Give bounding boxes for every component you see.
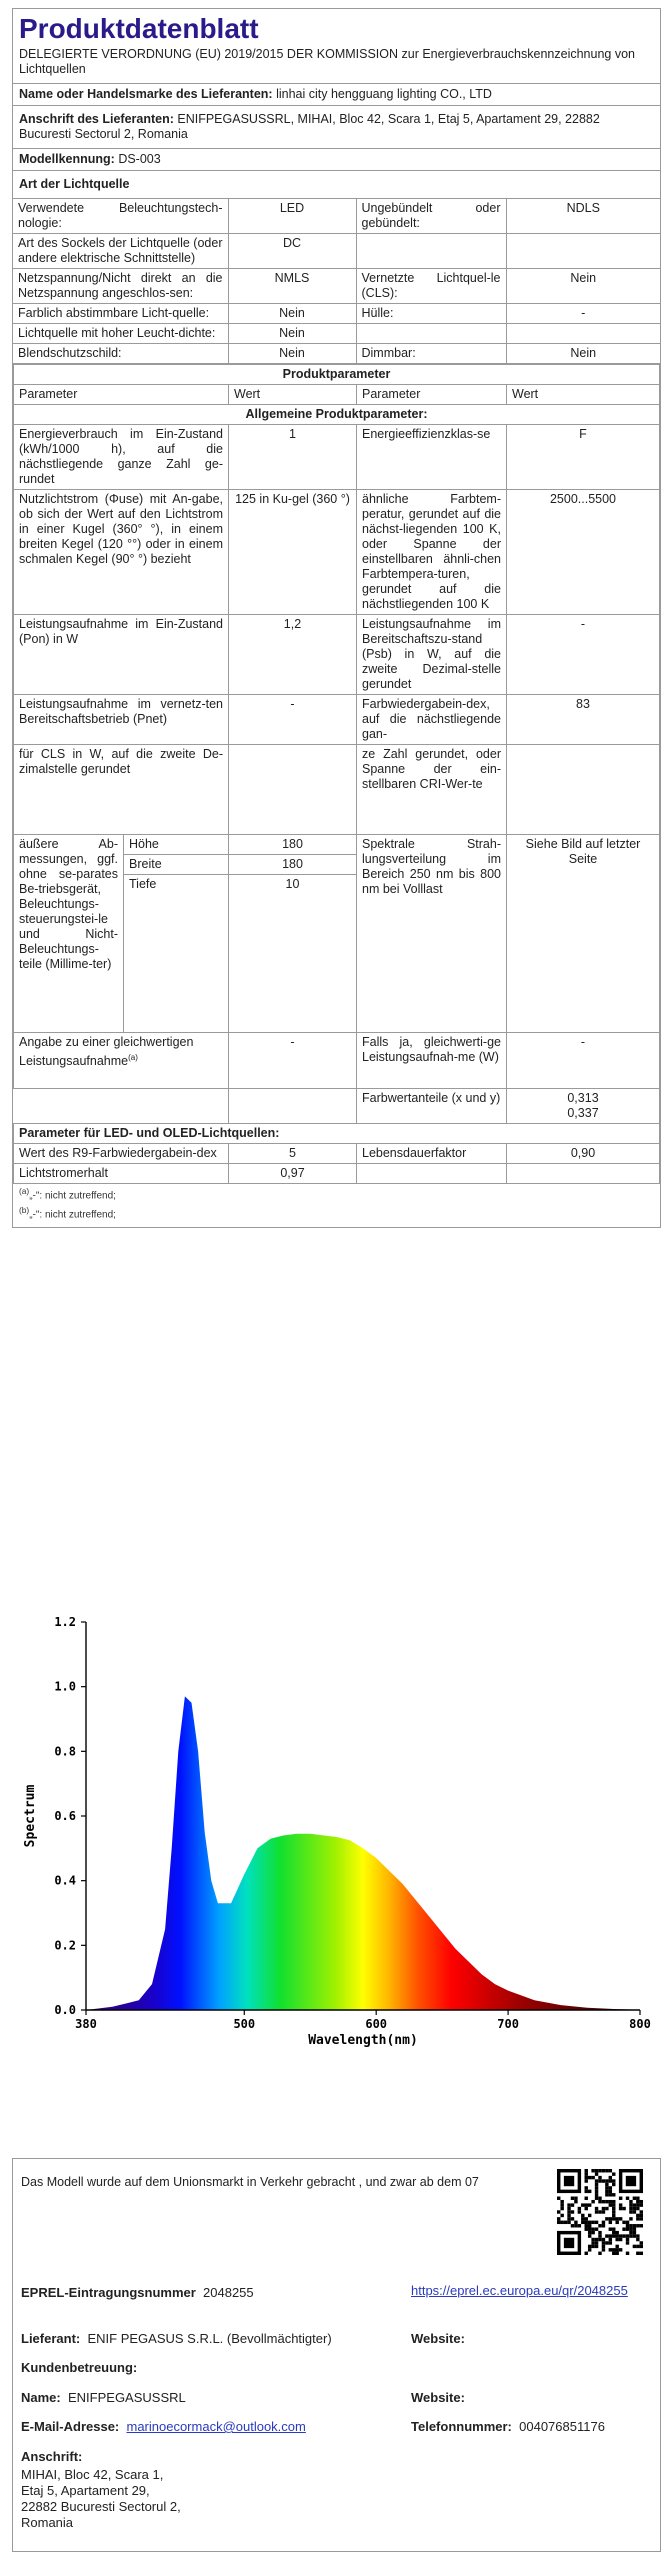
param-name: Leistungsaufnahme im Bereitschaftszu-stand (Psb) in W, auf die zweite Dezimal-stelle gerundet xyxy=(357,615,507,695)
supplier-address-value: ENIFPEGASUSSRL, MIHAI, Bloc 42, Scara 1, Etaj 5, Apartament 29, 22882 Bucuresti Sectorul 2, Romania xyxy=(19,112,600,141)
param-name: Leistungsaufnahme im vernetz-ten Bereitschaftsbetrieb (Pnet) xyxy=(14,695,229,745)
led-param-value: 0,90 xyxy=(507,1144,660,1164)
param-row xyxy=(14,425,660,490)
param-value: - xyxy=(507,615,660,695)
datasheet xyxy=(12,8,661,1228)
y-axis-label: Spectrum xyxy=(23,1784,38,1848)
lamp-type-param: Hülle: xyxy=(356,304,506,324)
model-row xyxy=(13,148,660,170)
led-param-value: 0,97 xyxy=(229,1164,357,1184)
lamp-type-value: DC xyxy=(228,234,356,269)
x-axis-label: Wavelength(nm) xyxy=(308,2033,418,2048)
lamp-type-value xyxy=(506,324,660,344)
lamp-type-param xyxy=(356,324,506,344)
param-name: ze Zahl gerundet, oder Spanne der ein-stellbaren CRI-Wer-te xyxy=(357,745,507,835)
x-tick-label: 600 xyxy=(365,2017,388,2031)
y-tick-label: 0.0 xyxy=(54,2003,76,2017)
email-row: E-Mail-Adresse: marinoecormack@outlook.com xyxy=(21,2419,306,2434)
equiv-param: Falls ja, gleichwerti-ge Leistungsaufnah-me (W) xyxy=(357,1033,507,1089)
contact-name-row: Name: ENIFPEGASUSSRL xyxy=(21,2390,186,2405)
lamp-type-param: Lichtquelle mit hoher Leucht-dichte: xyxy=(13,324,228,344)
param-value: 83 xyxy=(507,695,660,745)
website-label: Website: xyxy=(411,2331,465,2346)
spectrum-area xyxy=(86,1696,640,2010)
lamp-type-value: Nein xyxy=(228,324,356,344)
param-row xyxy=(14,490,660,615)
dimension-name: Breite xyxy=(124,855,229,875)
lamp-type-row xyxy=(13,269,660,304)
lamp-type-value: NMLS xyxy=(228,269,356,304)
supplier-name-value: linhai city hengguang lighting CO., LTD xyxy=(276,87,492,101)
email-link[interactable]: marinoecormack@outlook.com xyxy=(126,2419,306,2434)
lamp-type-param: Vernetzte Lichtquel-le (CLS): xyxy=(356,269,506,304)
x-tick-label: 500 xyxy=(233,2017,256,2031)
lamp-type-row xyxy=(13,199,660,234)
equiv-param-value: - xyxy=(507,1033,660,1089)
address-lines: MIHAI, Bloc 42, Scara 1, Etaj 5, Apartament 29, 22882 Bucuresti Sectorul 2, Romania xyxy=(21,2467,181,2530)
lamp-type-row xyxy=(13,304,660,324)
param-value: F xyxy=(507,425,660,490)
supplier-address-row xyxy=(13,105,660,148)
param-name: für CLS in W, auf die zweite De-zimalstelle gerundet xyxy=(14,745,229,835)
page-title: Produktdatenblatt xyxy=(19,13,259,44)
lamp-type-value: - xyxy=(506,304,660,324)
chroma-label: Farbwertanteile (x und y) xyxy=(357,1089,507,1124)
model-value: DS-003 xyxy=(118,152,161,166)
led-param-row xyxy=(14,1164,660,1184)
param-name: Nutzlichtstrom (Φuse) mit An-gabe, ob sich der Wert auf den Lichtstrom in einer Kugel (360° °), in einem breiten Kegel (120 °°) oder in einem schmalen Kegel (90° °) bezieht xyxy=(14,490,229,615)
lamp-type-value xyxy=(506,234,660,269)
spectral-param: Spektrale Strah-lungsverteilung im Bereich 250 nm bis 800 nm bei Volllast xyxy=(357,835,507,1033)
param-value xyxy=(229,745,357,835)
param-name: Energieverbrauch im Ein-Zustand (kWh/1000 h), auf die nächstliegende ganze Zahl ge-rundet xyxy=(14,425,229,490)
footnote: $^{(b)}$„-": nicht zutreffend; xyxy=(19,1205,116,1221)
dimension-value: 180 xyxy=(229,855,357,875)
y-tick-label: 0.8 xyxy=(54,1744,76,1759)
lamp-type-heading: Art der Lichtquelle xyxy=(13,170,660,198)
param-value: 1,2 xyxy=(229,615,357,695)
param-row xyxy=(14,745,660,835)
param-name: Energieeffizienzklas-se xyxy=(357,425,507,490)
led-params-heading: Parameter für LED- und OLED-Lichtquellen: xyxy=(14,1124,660,1144)
general-params-heading: Allgemeine Produktparameter: xyxy=(14,405,660,425)
lamp-type-param: Farblich abstimmbare Licht-quelle: xyxy=(13,304,228,324)
dimensions-label: äußere Ab-messungen, ggf. ohne se-parates Be-triebsgerät, Beleuchtungs-steuerungstei-le und Nicht-Beleuchtungs-teile (Millime-ter) xyxy=(14,835,124,1033)
param-name: Farbwiedergabein-dex, auf die nächstliegende gan- xyxy=(357,695,507,745)
param-name: Leistungsaufnahme im Ein-Zustand (Pon) in W xyxy=(14,615,229,695)
regulation-subtitle: DELEGIERTE VERORDNUNG (EU) 2019/2015 DER KOMMISSION zur Energieverbrauchskennzeichnung von Lichtquellen xyxy=(19,47,635,76)
col-header: Parameter xyxy=(14,385,229,405)
lamp-type-row xyxy=(13,324,660,344)
col-header: Wert xyxy=(507,385,660,405)
eprel-row: EPREL-Eintragungsnummer 2048255 xyxy=(21,2285,254,2300)
lamp-type-param: Ungebündelt oder gebündelt: xyxy=(356,199,506,234)
param-value xyxy=(507,745,660,835)
supplier-address-label: Anschrift des Lieferanten: xyxy=(19,112,174,126)
y-tick-label: 0.6 xyxy=(54,1809,76,1823)
lamp-type-value: NDLS xyxy=(506,199,660,234)
lamp-type-value: Nein xyxy=(506,269,660,304)
service-label: Kundenbetreuung: xyxy=(21,2360,138,2375)
y-tick-label: 1.0 xyxy=(54,1679,76,1694)
eprel-link[interactable]: https://eprel.ec.europa.eu/qr/2048255 xyxy=(411,2283,628,2298)
x-tick-label: 380 xyxy=(75,2017,97,2031)
lamp-type-row xyxy=(13,234,660,269)
chroma-values: 0,313 0,337 xyxy=(507,1089,660,1124)
col-header: Wert xyxy=(229,385,357,405)
led-param-name: Lichtstromerhalt xyxy=(14,1164,229,1184)
led-param-value: 5 xyxy=(229,1144,357,1164)
led-param-row xyxy=(14,1144,660,1164)
model-label: Modellkennung: xyxy=(19,152,115,166)
lamp-type-param xyxy=(356,234,506,269)
led-param-name xyxy=(357,1164,507,1184)
param-value: 125 in Ku-gel (360 °) xyxy=(229,490,357,615)
dimension-value: 10 xyxy=(229,875,357,1033)
led-param-name: Lebensdauerfaktor xyxy=(357,1144,507,1164)
qr-code xyxy=(557,2169,643,2255)
equiv-value: - xyxy=(229,1033,357,1089)
param-value: - xyxy=(229,695,357,745)
lamp-type-param: Art des Sockels der Lichtquelle (oder andere elektrische Schnittstelle) xyxy=(13,234,228,269)
led-param-name: Wert des R9-Farbwiedergabein-dex xyxy=(14,1144,229,1164)
y-tick-label: 0.2 xyxy=(54,1938,76,1953)
col-header: Parameter xyxy=(357,385,507,405)
y-tick-label: 1.2 xyxy=(54,1615,76,1629)
x-tick-label: 700 xyxy=(497,2017,519,2031)
phone-row: Telefonnummer: 004076851176 xyxy=(411,2419,605,2434)
lamp-type-table xyxy=(13,198,660,364)
equiv-label: Angabe zu einer gleichwertigen Leistungsaufnahme$^{(a)}$ xyxy=(14,1033,229,1089)
lamp-type-param: Dimmbar: xyxy=(356,344,506,364)
dimension-name: Höhe xyxy=(124,835,229,855)
lamp-type-row xyxy=(13,344,660,364)
registration-panel xyxy=(12,2158,661,2552)
param-row xyxy=(14,615,660,695)
lamp-type-param: Blendschutzschild: xyxy=(13,344,228,364)
dimension-name: Tiefe xyxy=(124,875,229,1033)
led-param-value xyxy=(507,1164,660,1184)
lamp-type-value: LED xyxy=(228,199,356,234)
x-tick-label: 800 xyxy=(629,2017,651,2031)
param-value: 2500...5500 xyxy=(507,490,660,615)
lamp-type-param: Netzspannung/Nicht direkt an die Netzspannung angeschlos-sen: xyxy=(13,269,228,304)
lamp-type-value: Nein xyxy=(228,304,356,324)
spectral-value: Siehe Bild auf letzter Seite xyxy=(507,835,660,1033)
lamp-type-value: Nein xyxy=(228,344,356,364)
param-value: 1 xyxy=(229,425,357,490)
supplier-name-label: Name oder Handelsmarke des Lieferanten: xyxy=(19,87,273,101)
supplier-row: Lieferant: ENIF PEGASUS S.R.L. (Bevollmächtigter) xyxy=(21,2331,332,2346)
lamp-type-param: Verwendete Beleuchtungstech-nologie: xyxy=(13,199,228,234)
y-tick-label: 0.4 xyxy=(54,1873,76,1888)
market-intro: Das Modell wurde auf dem Unionsmarkt in Verkehr gebracht , und zwar ab dem 07 xyxy=(21,2175,479,2189)
dimension-value: 180 xyxy=(229,835,357,855)
lamp-type-value: Nein xyxy=(506,344,660,364)
website2-label: Website: xyxy=(411,2390,465,2405)
param-row xyxy=(14,695,660,745)
product-params-table xyxy=(13,364,660,1184)
spectrum-chart xyxy=(0,1600,667,2060)
product-params-heading: Produktparameter xyxy=(14,365,660,385)
param-name: ähnliche Farbtem-peratur, gerundet auf die nächst-liegenden 100 K, oder Spanne der einstellbaren ähnli-chen Farbtempera-turen, gerundet auf die nächstliegenden 100 K xyxy=(357,490,507,615)
address-label: Anschrift: xyxy=(21,2449,83,2464)
footnote: $^{(a)}$„-": nicht zutreffend; xyxy=(19,1186,116,1202)
supplier-name-row xyxy=(13,83,660,105)
